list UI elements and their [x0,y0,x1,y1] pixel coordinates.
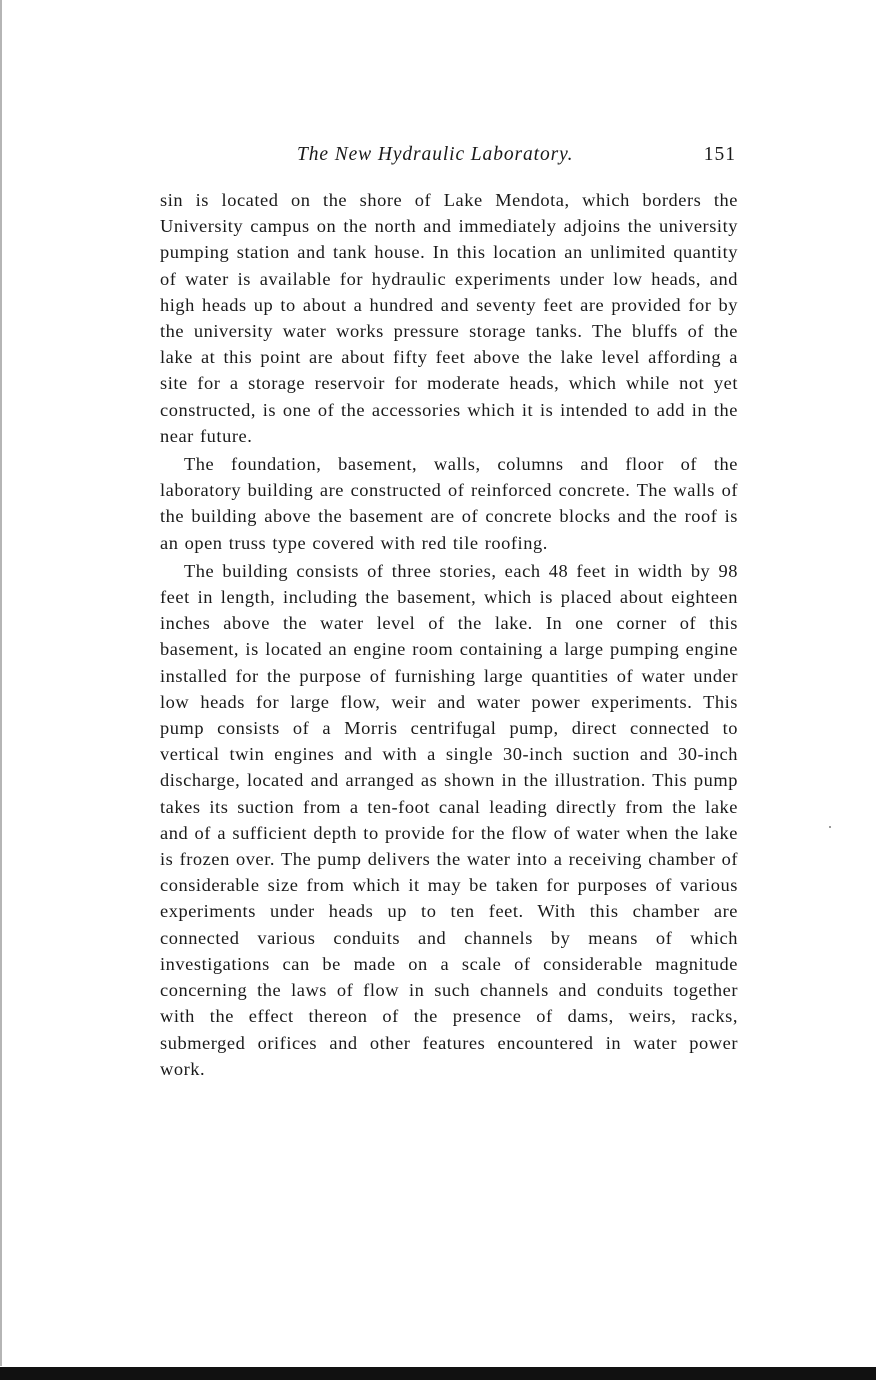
body-text [160,187,738,1084]
margin-speck [829,826,831,828]
paragraph-continued: sin is located on the shore of Lake Mendota, which borders the University campus on the north and immediately adjoins the university pumping station and tank house. In this location an unlimited quantity of water is available for hydraulic experiments under low heads, and high heads up to about a hundred and seventy feet are provided for by the university water works pressure storage tanks. The bluffs of the lake at this point are about fifty feet above the lake level affording a site for a storage reservoir for moderate heads, which while not yet constructed, is one of the accessories which it is intended to add in the near future. [160,190,738,446]
paragraph-construction: The foundation, basement, walls, columns and floor of the laboratory building are constructed of reinforced concrete. The walls of the building above the basement are of concrete blocks and the roof is an open truss type covered with red tile roofing. [160,454,738,553]
page-number: 151 [703,144,736,165]
paragraph-building: The building consists of three stories, each 48 feet in width by 98 feet in length, including the basement, which is placed about eighteen inches above the water level of the lake. In one corner of this basement, is located an engine room containing a large pumping engine installed for the purpose of furnishing large quantities of water under low heads for large flow, weir and water power experiments. This pump consists of a Morris centrifugal pump, direct connected to vertical twin engines and with a single 30-inch suction and 30-inch discharge, located and arranged as shown in the illustration. This pump takes its suction from a ten-foot canal leading directly from the lake and of a sufficient depth to provide for the flow of water when the lake is frozen over. The pump delivers the water into a receiving chamber of considerable size from which it may be taken for purposes of various experiments under heads up to ten feet. With this chamber are connected various conduits and channels by means of which investigations can be made on a scale of considerable magnitude concerning the laws of flow in such channels and conduits together with the effect thereon of the presence of dams, weirs, racks, submerged orifices and other features encountered in water power work. [160,560,738,1079]
page-left-edge [0,0,2,1366]
page-header [160,144,738,172]
running-head: The New Hydraulic Laboratory. [297,144,574,165]
scan-bottom-border [0,1367,876,1380]
